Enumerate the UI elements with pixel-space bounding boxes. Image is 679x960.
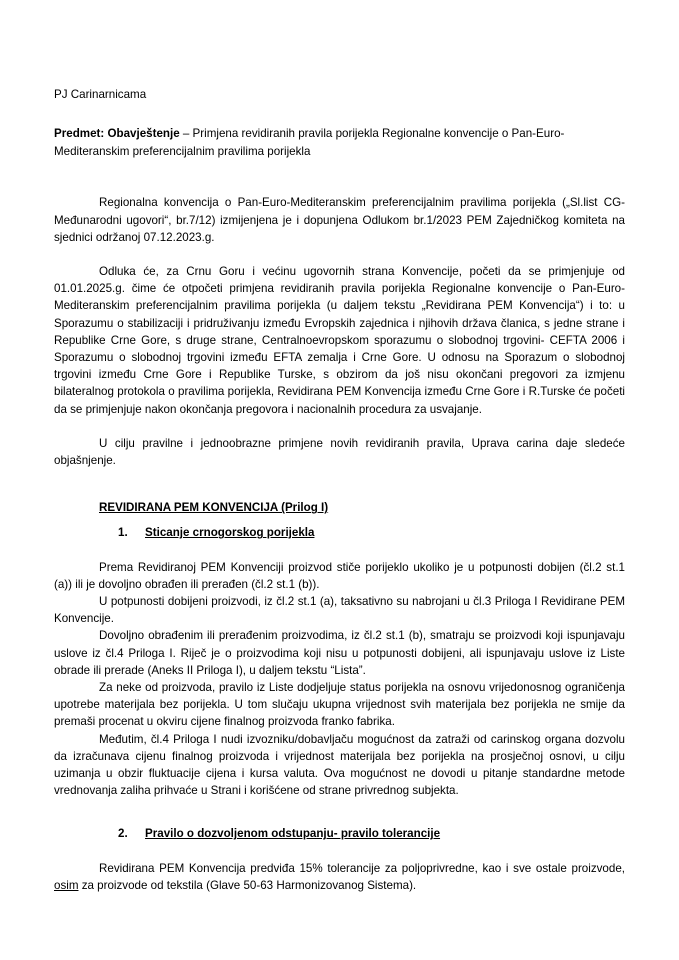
subject-line	[54, 125, 625, 160]
subject-text: – Primjena revidiranih pravila porijekla Regionalne konvencije o Pan-Euro-Mediteranskim preferencijalnim pravilima porijekla	[54, 127, 565, 158]
spacer	[54, 469, 625, 499]
section-heading-2	[118, 825, 625, 842]
section-title-2: Pravilo o dozvoljenom odstupanju- pravilo tolerancije	[145, 827, 441, 841]
spacer	[54, 843, 625, 860]
intro-paragraph-1: Regionalna konvencija o Pan-Euro-Mediteranskim preferencijalnim pravilima porijekla („Sl.list CG- Međunarodni ugovori“, br.7/12) izmijenjena je i dopunjena Odlukom br.1/2023 PEM Zajedničkog komiteta na sjednici održanoj 07.12.2023.g.	[54, 196, 625, 244]
intro-paragraph-3: U cilju pravilne i jednoobrazne primjene novih revidiranih pravila, Uprava carina daje sledeće objašnjenje.	[54, 436, 625, 468]
section-1-paragraph-3: Dovoljno obrađenim ili prerađenim proizvodima, iz čl.2 st.1 (b), smatraju se proizvodi koji ispunjavaju uslove iz čl.4 Priloga I. Riječ je o proizvodima koji nisu u potpunosti dobijeni, ali ispunjavaju uslove iz Liste obrade ili prerade (Aneks II Priloga I), u daljem tekstu “Lista”.	[54, 629, 625, 677]
section-1-paragraph-4: Za neke od proizvoda, pravilo iz Liste dodjeljuje status porijekla na osnovu vrijedonosnog ograničenja upotrebe materijala bez porijekla. U tom slučaju ukupna vrijednost svih materijala bez porijekla ne smije da premaši procenat u okviru cijene finalnog proizvoda franko fabrika.	[54, 681, 625, 729]
section-2-text-before: Revidirana PEM Konvencija predviđa 15% tolerancije za poljoprivredne, kao i sve ostale proizvode,	[99, 861, 625, 875]
section-title-1: Sticanje crnogorskog porijekla	[145, 526, 315, 540]
section-number-2: 2.	[118, 827, 128, 841]
spacer	[54, 799, 625, 825]
section-1-paragraph-5: Međutim, čl.4 Priloga I nudi izvozniku/dobavljaču mogućnost da zatraži od carinskog organa dozvolu da izračunava cijenu finalnog proizvoda i vrijednost materijala bez porijekla na prosječnoj osnovi, u cilju uzimanja u obzir fluktuacije cijena i kursa valuta. Ova mogućnost ne dovodi u pitanje standardne metode vrednovanja zaliha prihvaće u Strani i korišćene od strane privrednog subjekta.	[54, 732, 625, 798]
section-2-text-after: za proizvode od tekstila (Glave 50-63 Harmonizovanog Sistema).	[78, 878, 417, 892]
main-heading: REVIDIRANA PEM KONVENCIJA (Prilog I)	[99, 501, 329, 515]
addressee-line: PJ Carinarnicama	[54, 88, 147, 101]
section-2-emphasis: osim	[54, 878, 79, 892]
section-2-paragraph-1	[54, 860, 625, 894]
subject-label: Predmet: Obavještenje	[54, 127, 180, 141]
spacer	[54, 542, 625, 559]
section-1-paragraph-2: U potpunosti dobijeni proizvodi, iz čl.2 st.1 (a), taksativno su nabrojani u čl.3 Priloga I Revidirane PEM Konvencije.	[54, 595, 625, 626]
intro-paragraph-2: Odluka će, za Crnu Goru i većinu ugovornih strana Konvencije, početi da se primjenjuje od 01.01.2025.g. čime će otpočeti primjena revidiranih pravila porijekla Regionalne konvencije o Pan-Euro-Mediteranskim preferencijalnim pravilima porijekla (u daljem tekstu „Revidirana PEM Konvencija“) i to: u Sporazumu o stabilizaciji i pridruživanju između Evropskih zajednica i njihovih država članica, s jedne strane i Republike Crne Gore, s druge strane, Centralnoevropskom sporazumu o slobodnoj trgovini- CEFTA 2006 i Sporazumu o slobodnoj trgovini između EFTA zemalja i Crne Gore. U odnosu na Sporazum o slobodnoj trgovini između Crne Gore i Republike Turske, s obzirom da još nisu okončani pregovori za izmjenu bilateralnog protokola o pravilima porijekla, Revidirana PEM Konvencija između Crne Gore i R.Turske će početi da se primjenjuje nakon okončanja pregovora i nacionalnih procedura za usvajanje.	[54, 265, 625, 416]
section-1-paragraph-1: Prema Revidiranoj PEM Konvenciji proizvod stiče porijeklo ukoliko je u potpunosti dobijen (čl.2 st.1 (a)) ili je dovoljno obrađen ili prerađen (čl.2 st.1 (b)).	[54, 560, 625, 591]
document-body	[54, 86, 625, 894]
section-heading-1	[118, 524, 625, 541]
section-number-1: 1.	[118, 526, 128, 540]
spacer	[54, 516, 625, 524]
